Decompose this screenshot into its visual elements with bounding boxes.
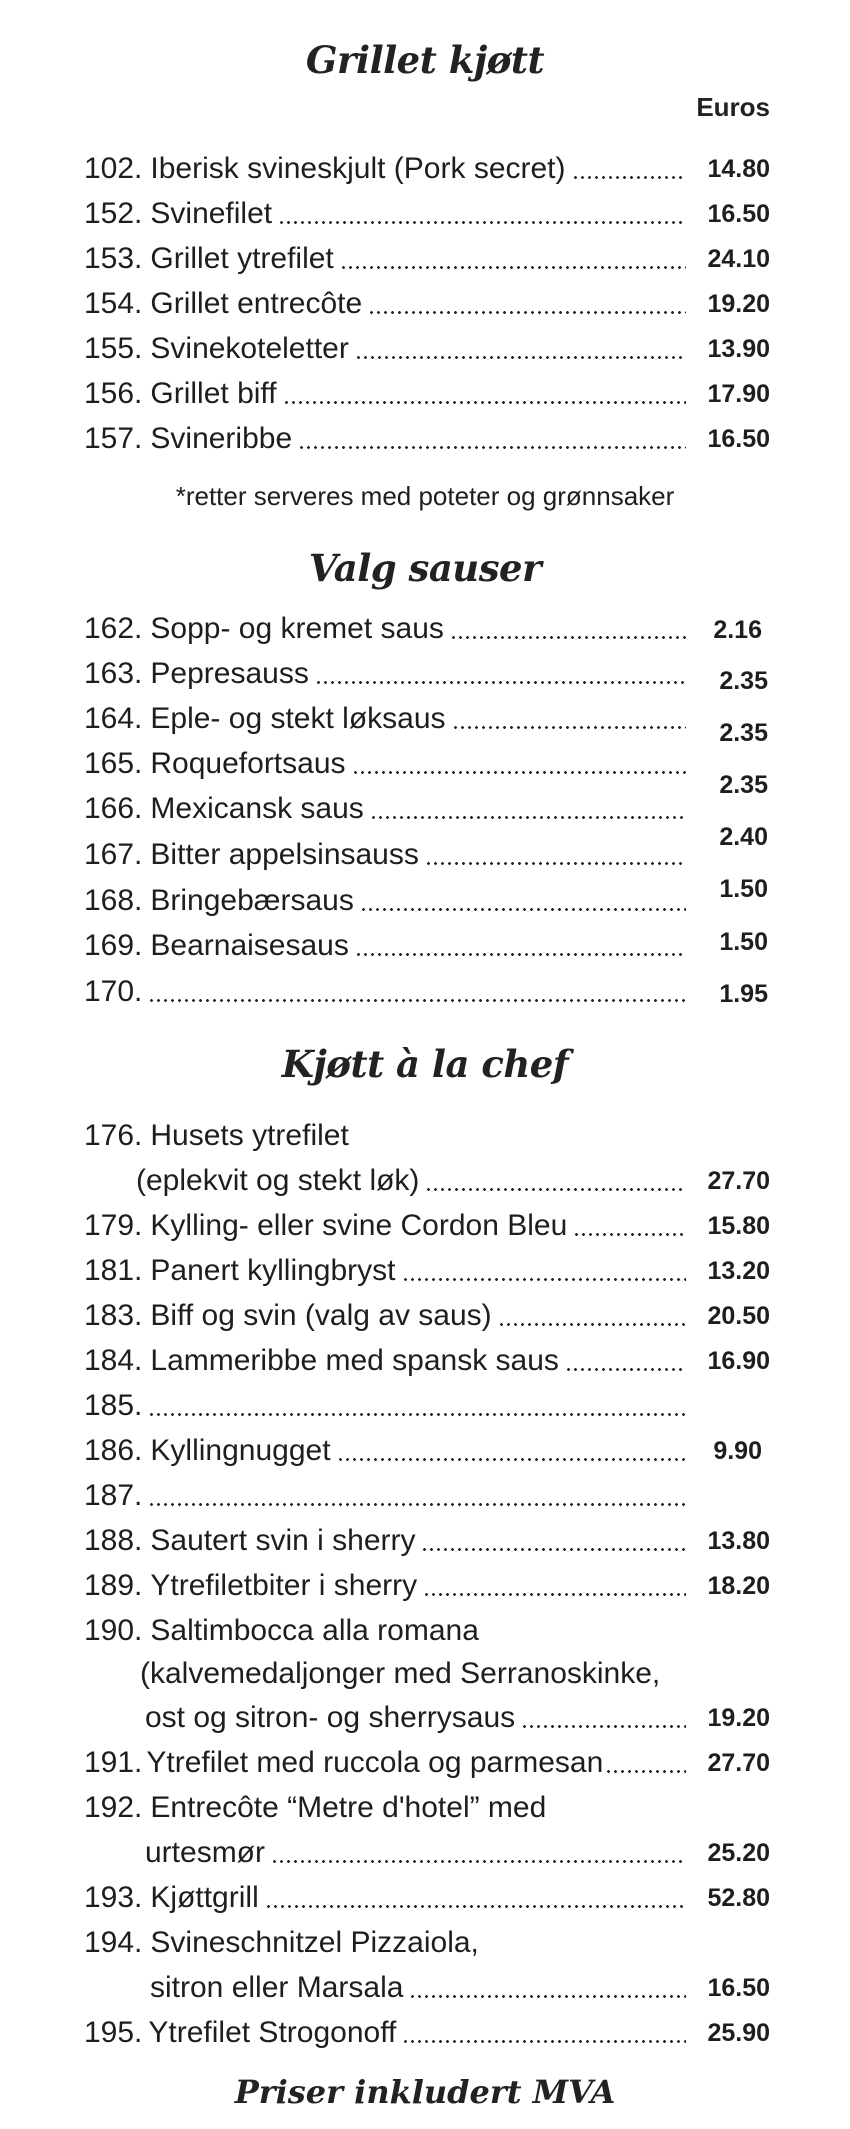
menu-item bbox=[84, 788, 686, 828]
item-price: 27.70 bbox=[707, 1167, 770, 1195]
item-name: Biff og svin (valg av saus) bbox=[150, 1299, 492, 1332]
menu-item bbox=[84, 2012, 686, 2052]
menu-item bbox=[84, 1295, 686, 1335]
item-number: 191. bbox=[84, 1746, 143, 1779]
item-number: 157. bbox=[84, 422, 143, 455]
item-number: 179. bbox=[84, 1209, 143, 1242]
dot-leader bbox=[355, 927, 686, 965]
item-number: 169. bbox=[84, 929, 143, 962]
menu-item bbox=[84, 283, 686, 323]
item-price: 16.50 bbox=[707, 425, 770, 453]
dot-leader bbox=[425, 836, 686, 874]
item-name: Grillet ytrefilet bbox=[150, 242, 334, 275]
dot-leader bbox=[425, 1162, 686, 1200]
item-price: 13.20 bbox=[707, 1257, 770, 1285]
item-number: 181. bbox=[84, 1254, 143, 1287]
item-number: 187. bbox=[84, 1479, 143, 1512]
dot-leader bbox=[148, 1387, 686, 1425]
dot-leader bbox=[521, 1699, 686, 1737]
item-number: 156. bbox=[84, 377, 143, 410]
item-description: urtesmør bbox=[145, 1836, 265, 1869]
item-number: 165. bbox=[84, 747, 143, 780]
menu-item bbox=[84, 373, 686, 413]
dot-leader bbox=[337, 1432, 686, 1470]
menu-item-continuation bbox=[136, 1160, 686, 1200]
menu-item bbox=[84, 834, 686, 874]
item-price: 19.20 bbox=[707, 1704, 770, 1732]
item-price: 20.50 bbox=[707, 1302, 770, 1330]
item-number: 184. bbox=[84, 1344, 143, 1377]
menu-item bbox=[84, 1430, 686, 1470]
item-price: 13.80 bbox=[707, 1527, 770, 1555]
item-number: 186. bbox=[84, 1434, 143, 1467]
item-number: 195. bbox=[84, 2016, 143, 2049]
item-price: 1.50 bbox=[719, 928, 768, 956]
menu-item bbox=[84, 1250, 686, 1290]
item-name: Bearnaisesaus bbox=[150, 929, 349, 962]
menu-item-continuation bbox=[140, 1653, 690, 1693]
dot-leader bbox=[278, 195, 686, 233]
item-name: Grillet biff bbox=[150, 377, 277, 410]
dot-leader bbox=[148, 1477, 686, 1515]
item-name: Bitter appelsinsauss bbox=[150, 838, 419, 871]
menu-item bbox=[84, 1520, 686, 1560]
menu-item bbox=[84, 971, 686, 1011]
dot-leader bbox=[421, 1522, 686, 1560]
menu-item bbox=[84, 1385, 686, 1425]
item-number: 152. bbox=[84, 197, 143, 230]
dot-leader bbox=[283, 375, 686, 413]
item-price: 16.90 bbox=[707, 1347, 770, 1375]
item-name: Kylling- eller svine Cordon Bleu bbox=[150, 1209, 568, 1242]
item-price: 1.50 bbox=[719, 875, 768, 903]
menu-item bbox=[84, 880, 686, 920]
item-price: 17.90 bbox=[707, 380, 770, 408]
item-name: Ytrefilet Strogonoff bbox=[148, 2016, 397, 2049]
item-number: 193. bbox=[84, 1881, 143, 1914]
item-price: 27.70 bbox=[707, 1749, 770, 1777]
dot-leader bbox=[368, 285, 686, 323]
item-number: 188. bbox=[84, 1524, 143, 1557]
item-price: 15.80 bbox=[707, 1212, 770, 1240]
item-price: 25.20 bbox=[707, 1839, 770, 1867]
menu-item bbox=[84, 193, 686, 233]
item-price: 2.35 bbox=[719, 771, 768, 799]
item-price: 2.35 bbox=[719, 667, 768, 695]
dot-leader bbox=[340, 240, 686, 278]
item-name: Svineribbe bbox=[150, 422, 293, 455]
menu-item bbox=[84, 743, 686, 783]
section-title-kjott-a-la-chef: Kjøtt à la chef bbox=[281, 1042, 569, 1086]
item-name: Husets ytrefilet bbox=[150, 1119, 349, 1152]
item-price: 2.16 bbox=[713, 616, 762, 644]
menu-item bbox=[84, 1877, 686, 1917]
item-number: 189. bbox=[84, 1569, 143, 1602]
menu-item bbox=[84, 608, 686, 648]
menu-item bbox=[84, 1610, 686, 1650]
item-name: Saltimbocca alla romana bbox=[150, 1614, 479, 1647]
dot-leader bbox=[409, 1969, 686, 2007]
currency-label: Euros bbox=[696, 92, 770, 122]
menu-item bbox=[84, 1475, 686, 1515]
item-name: Sopp- og kremet saus bbox=[150, 612, 444, 645]
item-number: 163. bbox=[84, 657, 143, 690]
item-name: Lammeribbe med spansk saus bbox=[150, 1344, 559, 1377]
item-number: 166. bbox=[84, 792, 143, 825]
dot-leader bbox=[315, 655, 686, 693]
item-price: 1.95 bbox=[719, 980, 768, 1008]
item-name: Svinefilet bbox=[150, 197, 273, 230]
item-name: Ytrefiletbiter i sherry bbox=[150, 1569, 418, 1602]
dot-leader bbox=[352, 745, 686, 783]
menu-item bbox=[84, 925, 686, 965]
item-name: Iberisk svineskjult (Pork secret) bbox=[150, 152, 566, 185]
menu-item bbox=[84, 1742, 686, 1782]
item-price: 14.80 bbox=[707, 155, 770, 183]
item-number: 167. bbox=[84, 838, 143, 871]
item-description: ost og sitron- og sherrysaus bbox=[145, 1701, 516, 1734]
item-description: sitron eller Marsala bbox=[150, 1971, 404, 2004]
dot-leader bbox=[565, 1342, 686, 1380]
menu-item bbox=[84, 1922, 686, 1962]
item-name: Pepresauss bbox=[150, 657, 309, 690]
item-price: 19.20 bbox=[707, 290, 770, 318]
menu-item bbox=[84, 1340, 686, 1380]
item-number: 192. bbox=[84, 1791, 143, 1824]
item-number: 155. bbox=[84, 332, 143, 365]
dot-leader bbox=[452, 700, 686, 738]
item-number: 190. bbox=[84, 1614, 143, 1647]
dot-leader bbox=[423, 1567, 686, 1605]
menu-item bbox=[84, 1565, 686, 1605]
dot-leader bbox=[265, 1879, 686, 1917]
item-number: 194. bbox=[84, 1926, 143, 1959]
item-number: 164. bbox=[84, 702, 143, 735]
menu-item bbox=[84, 1115, 686, 1155]
dot-leader bbox=[148, 973, 686, 1011]
menu-item bbox=[84, 653, 686, 693]
dot-leader bbox=[360, 882, 686, 920]
item-price: 16.50 bbox=[707, 1974, 770, 2002]
item-price: 2.40 bbox=[719, 823, 768, 851]
dot-leader bbox=[402, 2014, 686, 2052]
footer-vat-note: Priser inkludert MVA bbox=[234, 2073, 616, 2111]
item-name: Eple- og stekt løksaus bbox=[150, 702, 446, 735]
dot-leader bbox=[498, 1297, 686, 1335]
item-name: Grillet entrecôte bbox=[150, 287, 363, 320]
item-number: 176. bbox=[84, 1119, 143, 1152]
item-price: 18.20 bbox=[707, 1572, 770, 1600]
item-name: Sautert svin i sherry bbox=[150, 1524, 416, 1557]
item-name: Kjøttgrill bbox=[150, 1881, 259, 1914]
menu-item-continuation bbox=[150, 1967, 686, 2007]
item-number: 102. bbox=[84, 152, 143, 185]
dot-leader bbox=[573, 1207, 686, 1245]
item-number: 170. bbox=[84, 975, 143, 1008]
item-description: (eplekvit og stekt løk) bbox=[136, 1164, 420, 1197]
item-number: 154. bbox=[84, 287, 143, 320]
item-number: 162. bbox=[84, 612, 143, 645]
item-price: 13.90 bbox=[707, 335, 770, 363]
item-name: Kyllingnugget bbox=[150, 1434, 331, 1467]
dot-leader bbox=[271, 1834, 686, 1872]
item-price: 25.90 bbox=[707, 2019, 770, 2047]
item-number: 185. bbox=[84, 1389, 143, 1422]
section-title-valg-sauser: Valg sauser bbox=[308, 546, 542, 590]
dot-leader bbox=[402, 1252, 687, 1290]
item-price: 16.50 bbox=[707, 200, 770, 228]
menu-item-continuation bbox=[145, 1697, 686, 1737]
item-name: Ytrefilet med ruccola og parmesan bbox=[146, 1746, 604, 1779]
menu-item bbox=[84, 1205, 686, 1245]
item-name: Svineschnitzel Pizzaiola, bbox=[150, 1926, 479, 1959]
dot-leader bbox=[355, 330, 686, 368]
dot-leader bbox=[450, 610, 686, 648]
item-price: 24.10 bbox=[707, 245, 770, 273]
menu-item bbox=[84, 238, 686, 278]
menu-item bbox=[84, 328, 686, 368]
item-name: Panert kyllingbryst bbox=[150, 1254, 396, 1287]
item-name: Svinekoteletter bbox=[150, 332, 349, 365]
menu-item bbox=[84, 418, 686, 458]
menu-item bbox=[84, 698, 686, 738]
item-number: 183. bbox=[84, 1299, 143, 1332]
item-price: 9.90 bbox=[713, 1437, 762, 1465]
item-number: 153. bbox=[84, 242, 143, 275]
menu-item-continuation bbox=[145, 1832, 686, 1872]
item-name: Roquefortsaus bbox=[150, 747, 346, 780]
item-name: Mexicansk saus bbox=[150, 792, 364, 825]
item-description: (kalvemedaljonger med Serranoskinke, bbox=[140, 1657, 661, 1690]
item-name: Entrecôte “Metre d'hotel” med bbox=[150, 1791, 547, 1824]
dot-leader bbox=[572, 150, 687, 188]
section-title-grillet-kjott: Grillet kjøtt bbox=[305, 38, 545, 82]
item-price: 2.35 bbox=[719, 719, 768, 747]
menu-item bbox=[84, 1787, 686, 1827]
footnote: *retter serveres med poteter og grønnsaker bbox=[175, 481, 675, 511]
item-price: 52.80 bbox=[707, 1884, 770, 1912]
dot-leader bbox=[298, 420, 686, 458]
item-name: Bringebærsaus bbox=[150, 884, 354, 917]
dot-leader bbox=[605, 1744, 686, 1782]
menu-item bbox=[84, 148, 686, 188]
dot-leader bbox=[370, 790, 686, 828]
item-number: 168. bbox=[84, 884, 143, 917]
